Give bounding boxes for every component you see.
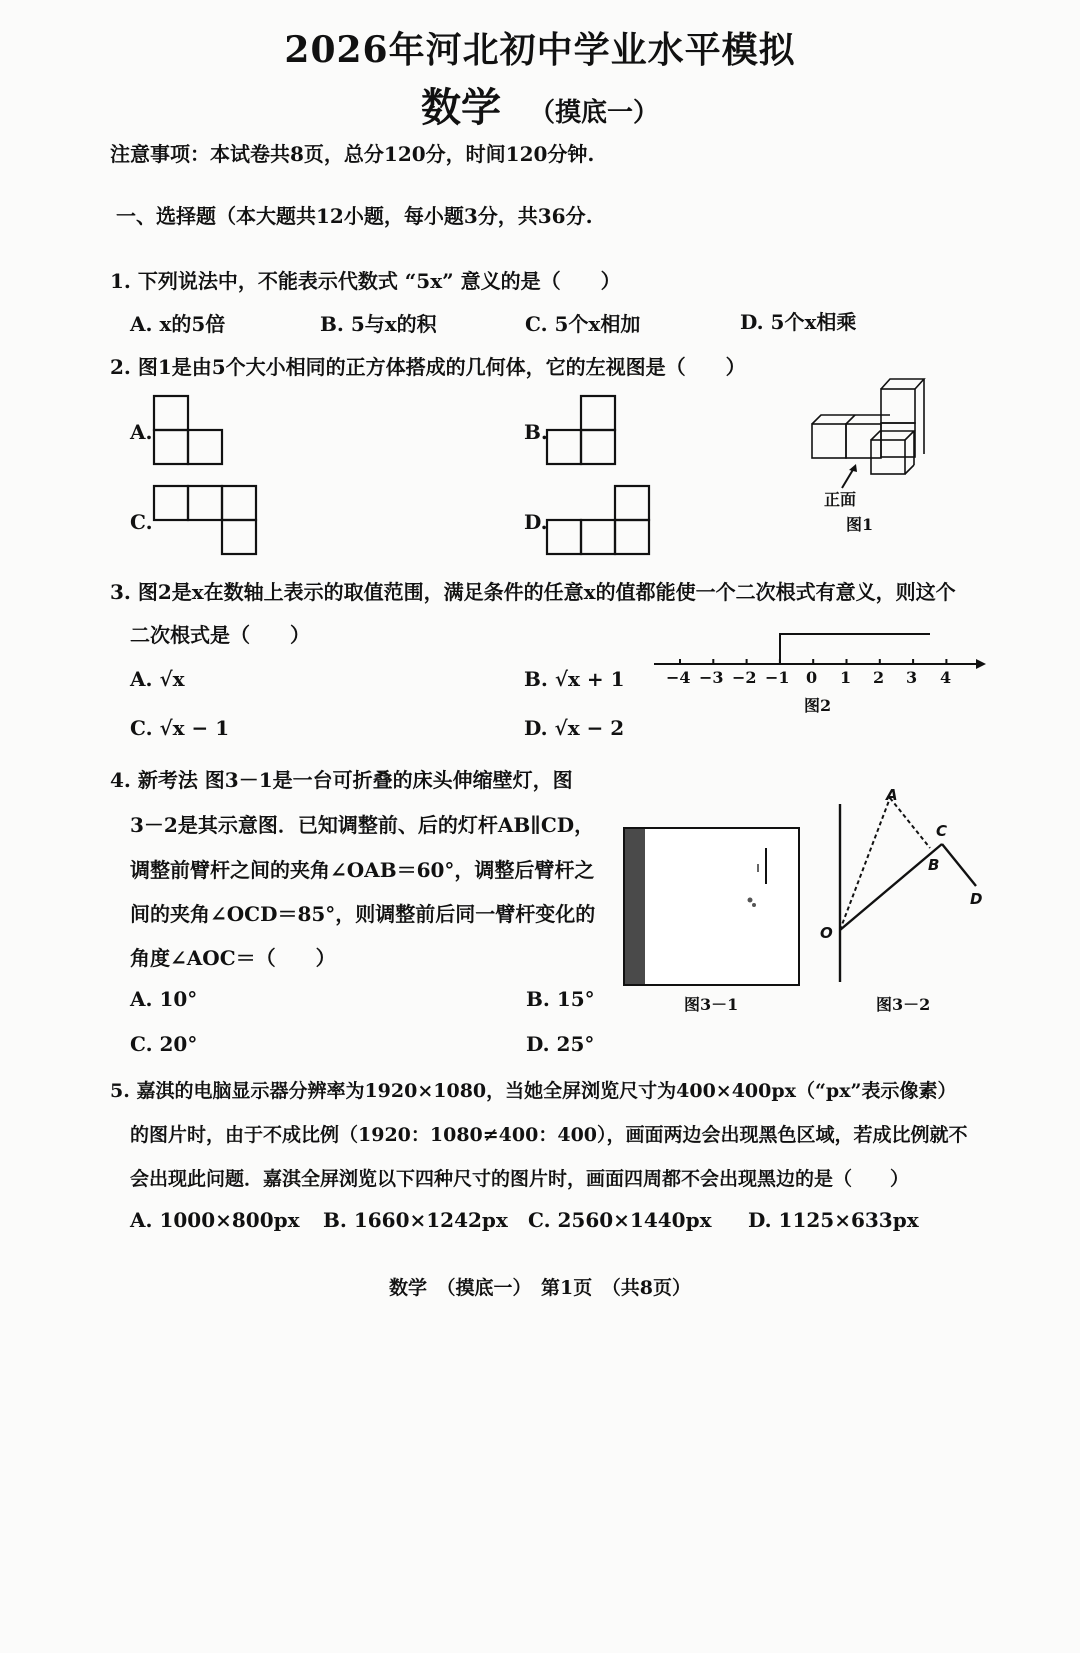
figure-2-caption: 图2 bbox=[804, 696, 832, 715]
figure-1-cubes bbox=[808, 372, 934, 482]
q5-option-b: B. 1660×1242px bbox=[323, 1208, 508, 1232]
q3-option-a: A. √x bbox=[130, 667, 185, 691]
tick-label: 1 bbox=[840, 668, 852, 687]
q2-option-d-figure bbox=[545, 484, 653, 556]
q2-option-c-figure bbox=[152, 484, 260, 556]
number-line-tick-labels bbox=[654, 668, 984, 690]
tick-label: −4 bbox=[666, 668, 691, 687]
subject-name: 数学 bbox=[420, 84, 501, 131]
tick-label: −3 bbox=[699, 668, 724, 687]
q4-option-d: D. 25° bbox=[526, 1032, 595, 1056]
figure-3-1-caption: 图3－1 bbox=[684, 995, 739, 1014]
point-a-label: A bbox=[886, 786, 898, 804]
q4-line1: 4. 新考法 图3－1是一台可折叠的床头伸缩壁灯，图 bbox=[110, 768, 573, 792]
q2-stem: 2. 图1是由5个大小相同的正方体搭成的几何体，它的左视图是（ ） bbox=[110, 355, 746, 379]
q1-option-c: C. 5个x相加 bbox=[525, 312, 641, 336]
q2-option-b-figure bbox=[545, 394, 620, 466]
q4-option-b: B. 15° bbox=[526, 987, 595, 1011]
exam-title: 2026年河北初中学业水平模拟 bbox=[284, 29, 796, 71]
tick-label: −1 bbox=[765, 668, 790, 687]
q2-option-d-letter: D. bbox=[524, 510, 548, 534]
q3-option-c: C. √x − 1 bbox=[130, 716, 230, 740]
q4-line5: 角度∠AOC＝（ ） bbox=[130, 946, 336, 970]
q4-line4: 间的夹角∠OCD＝85°，则调整前后同一臂杆变化的 bbox=[130, 902, 596, 926]
figure-3-2-diagram bbox=[812, 784, 1002, 984]
q1-stem: 1. 下列说法中，不能表示代数式 “5x” 意义的是（ ） bbox=[110, 269, 621, 293]
q3-stem-line2: 二次根式是（ ） bbox=[130, 623, 310, 647]
q5-option-a: A. 1000×800px bbox=[130, 1208, 300, 1232]
q4-line3: 调整前臂杆之间的夹角∠OAB＝60°，调整后臂杆之 bbox=[130, 858, 595, 882]
subject-title bbox=[0, 76, 1080, 133]
q3-stem-line1: 3. 图2是x在数轴上表示的取值范围，满足条件的任意x的值都能使一个二次根式有意义，则这个 bbox=[110, 580, 956, 604]
exam-subtitle: （摸底一） bbox=[528, 98, 659, 128]
q5-line1: 5. 嘉淇的电脑显示器分辨率为1920×1080，当她全屏浏览尺寸为400×400px（“px”表示像素） bbox=[110, 1080, 957, 1102]
point-d-label: D bbox=[970, 890, 983, 908]
q5-line2: 的图片时，由于不成比例（1920：1080≠400：400），画面两边会出现黑色区域，若成比例就不 bbox=[130, 1124, 968, 1146]
q1-option-b: B. 5与x的积 bbox=[320, 312, 437, 336]
point-c-label: C bbox=[936, 822, 948, 840]
q4-line2: 3－2是其示意图．已知调整前、后的灯杆AB∥CD， bbox=[130, 813, 595, 837]
q5-line3: 会出现此问题．嘉淇全屏浏览以下四种尺寸的图片时，画面四周都不会出现黑边的是（ ） bbox=[130, 1168, 910, 1190]
figure-1-caption: 图1 bbox=[846, 515, 874, 534]
figure-3-2-caption: 图3－2 bbox=[876, 995, 931, 1014]
q5-option-c: C. 2560×1440px bbox=[528, 1208, 712, 1232]
point-o-label: O bbox=[820, 924, 833, 942]
q2-option-a-figure bbox=[152, 394, 227, 466]
q2-option-b-letter: B. bbox=[524, 420, 548, 444]
q4-option-a: A. 10° bbox=[130, 987, 198, 1011]
tick-label: 3 bbox=[906, 668, 918, 687]
q1-option-a: A. x的5倍 bbox=[130, 312, 226, 336]
notice: 注意事项：本试卷共8页，总分120分，时间120分钟. bbox=[110, 142, 595, 166]
tick-label: −2 bbox=[732, 668, 757, 687]
tick-label: 4 bbox=[940, 668, 952, 687]
point-b-label: B bbox=[928, 856, 940, 874]
q1-option-d: D. 5个x相乘 bbox=[740, 310, 857, 334]
page-footer: 数学 （摸底一） 第1页 （共8页） bbox=[389, 1277, 691, 1299]
tick-label: 2 bbox=[873, 668, 885, 687]
q3-option-d: D. √x − 2 bbox=[524, 716, 625, 740]
q4-option-c: C. 20° bbox=[130, 1032, 198, 1056]
q5-option-d: D. 1125×633px bbox=[748, 1208, 919, 1232]
section-heading: 一、选择题（本大题共12小题，每小题3分，共36分. bbox=[116, 204, 593, 228]
figure-3-1-lamp-photo bbox=[622, 826, 802, 988]
q2-option-c-letter: C. bbox=[130, 510, 153, 534]
q2-option-a-letter: A. bbox=[130, 420, 153, 444]
q3-option-b: B. √x + 1 bbox=[524, 667, 625, 691]
tick-label: 0 bbox=[806, 668, 818, 687]
figure-1-front-label: 正面 bbox=[824, 490, 857, 509]
